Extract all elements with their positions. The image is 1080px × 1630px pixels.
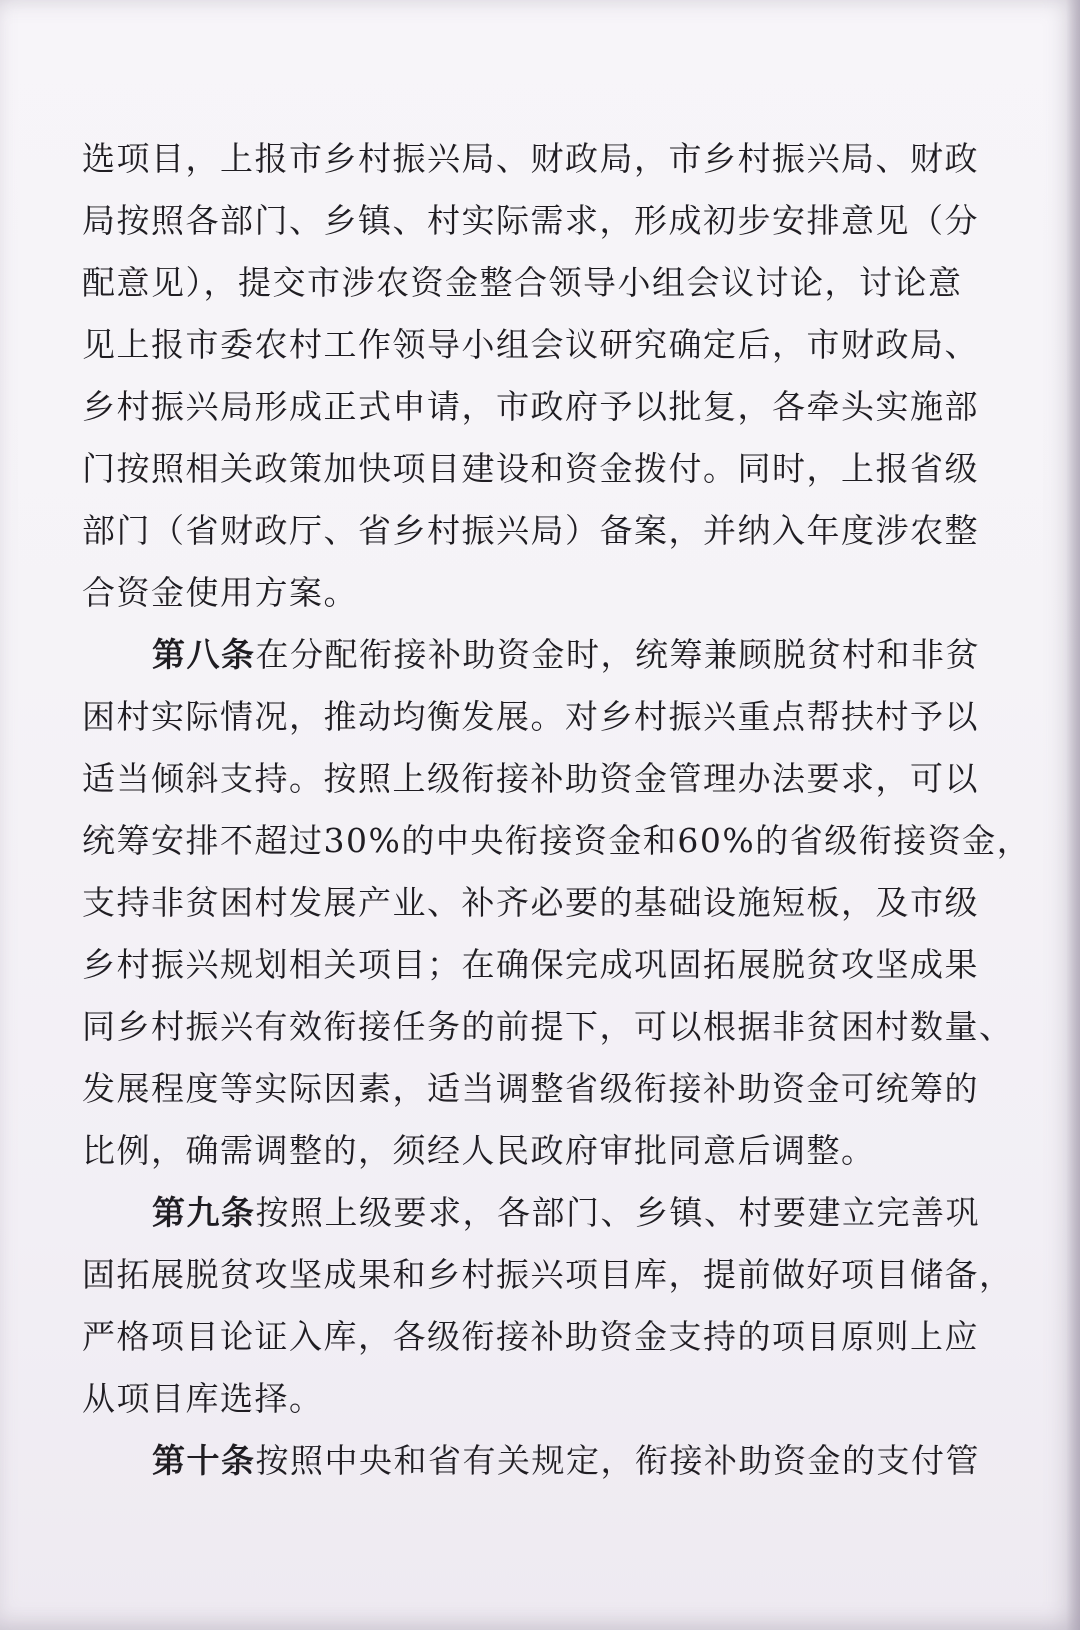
- text-line: 合资金使用方案。: [82, 573, 358, 612]
- text-line: 局按照各部门、乡镇、村实际需求，形成初步安排意见（分: [82, 201, 979, 240]
- text-line: 适当倾斜支持。按照上级衔接补助资金管理办法要求，可以: [82, 759, 979, 798]
- text-line: 同乡村振兴有效衔接任务的前提下，可以根据非贫困村数量、: [82, 1007, 1014, 1046]
- text-line: 门按照相关政策加快项目建设和资金拨付。同时，上报省级: [82, 449, 979, 488]
- article-9-first-line-text: 按照上级要求，各部门、乡镇、村要建立完善巩: [255, 1193, 980, 1232]
- article-9-number: 第九条: [152, 1193, 256, 1232]
- text-line: 比例，确需调整的，须经人民政府审批同意后调整。: [82, 1131, 876, 1170]
- article-9-first-line: [82, 1182, 980, 1244]
- text-line: 发展程度等实际因素，适当调整省级衔接补助资金可统筹的: [82, 1069, 979, 1108]
- page-edge-shadow: [1066, 0, 1080, 1630]
- article-8-first-line: [82, 624, 980, 686]
- article-10-first-line: [82, 1430, 980, 1492]
- article-10: [82, 1430, 980, 1492]
- article-9: [82, 1182, 1014, 1430]
- text-line: 乡村振兴规划相关项目；在确保完成巩固拓展脱贫攻坚成果: [82, 945, 979, 984]
- text-line: 选项目，上报市乡村振兴局、财政局，市乡村振兴局、财政: [82, 139, 979, 178]
- document-body: [82, 128, 1032, 1492]
- article-10-first-line-text: 按照中央和省有关规定，衔接补助资金的支付管: [255, 1441, 980, 1480]
- text-line: 困村实际情况，推动均衡发展。对乡村振兴重点帮扶村予以: [82, 697, 979, 736]
- text-line: 固拓展脱贫攻坚成果和乡村振兴项目库，提前做好项目储备，: [82, 1255, 1014, 1294]
- text-line: 从项目库选择。: [82, 1379, 324, 1418]
- text-line: 乡村振兴局形成正式申请，市政府予以批复，各牵头实施部: [82, 387, 979, 426]
- text-line: 统筹安排不超过30%的中央衔接资金和60%的省级衔接资金，: [82, 821, 1032, 860]
- text-line: 见上报市委农村工作领导小组会议研究确定后，市财政局、: [82, 325, 979, 364]
- paragraph-continuation: [82, 128, 979, 624]
- text-line: 支持非贫困村发展产业、补齐必要的基础设施短板，及市级: [82, 883, 979, 922]
- text-line: 配意见），提交市涉农资金整合领导小组会议讨论，讨论意: [82, 263, 963, 302]
- text-line: 严格项目论证入库，各级衔接补助资金支持的项目原则上应: [82, 1317, 979, 1356]
- article-8: [82, 624, 1032, 1182]
- article-8-first-line-text: 在分配衔接补助资金时，统筹兼顾脱贫村和非贫: [255, 635, 980, 674]
- text-line: 部门（省财政厅、省乡村振兴局）备案，并纳入年度涉农整: [82, 511, 979, 550]
- article-8-number: 第八条: [152, 635, 256, 674]
- article-10-number: 第十条: [152, 1441, 256, 1480]
